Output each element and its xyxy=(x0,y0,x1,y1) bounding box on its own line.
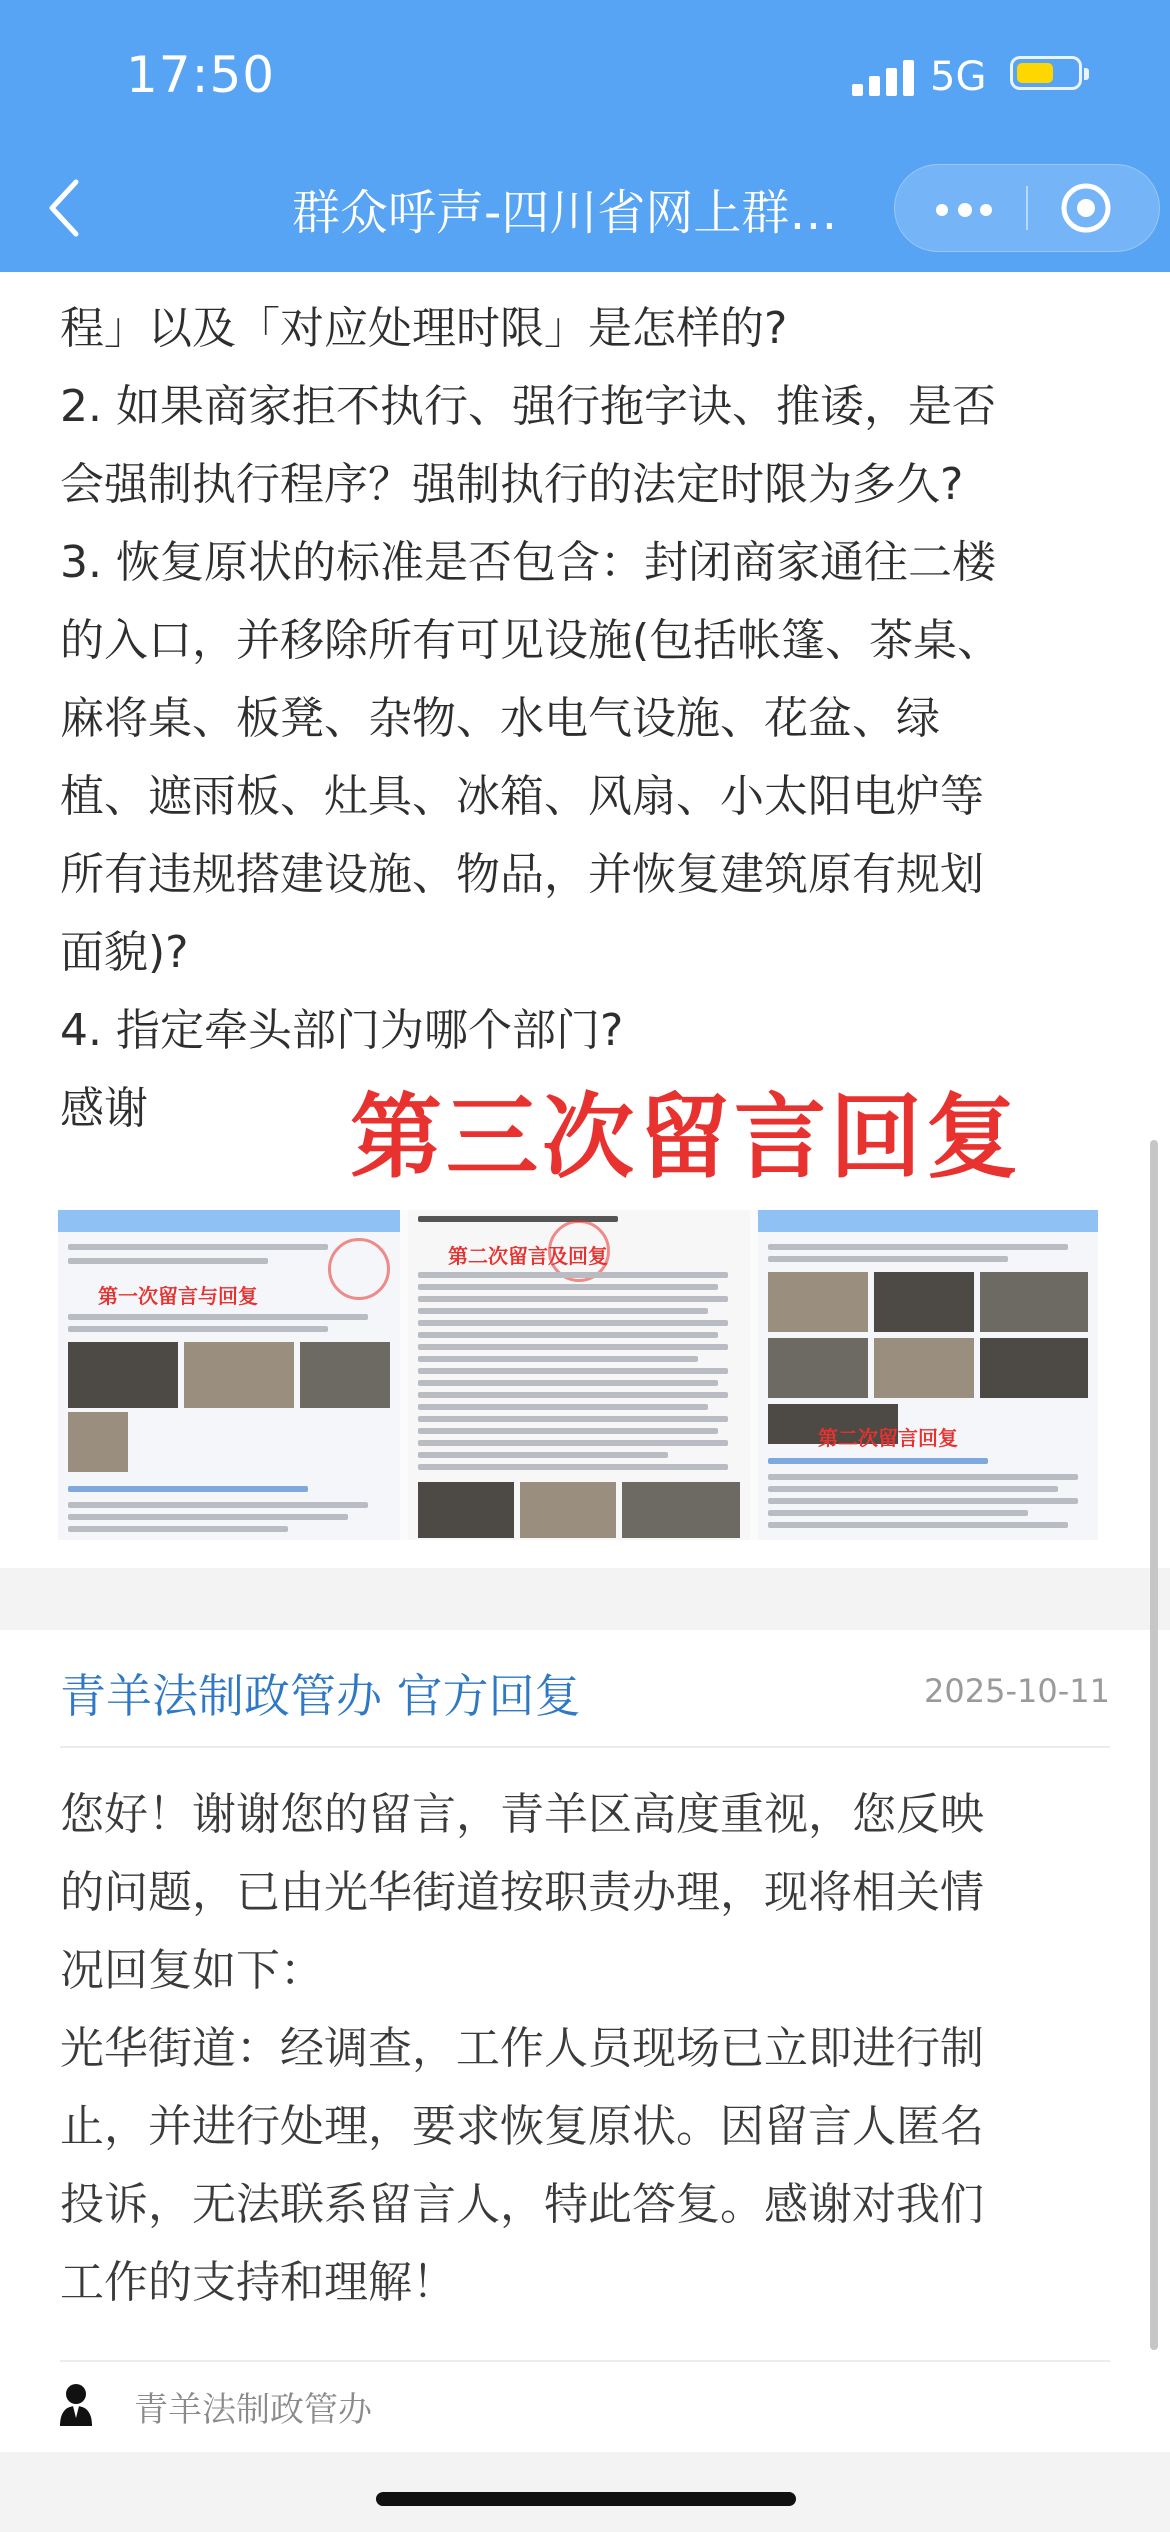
panel-title: 第一次留言与回复 xyxy=(98,1284,258,1308)
screenshot-panel-1 xyxy=(58,1210,400,1540)
miniprogram-capsule xyxy=(894,164,1160,252)
message-line: 3. 恢复原状的标准是否包含：封闭商家通往二楼 xyxy=(60,537,996,588)
home-indicator[interactable] xyxy=(376,2492,796,2506)
author-name: 青羊法制政管办 xyxy=(134,2390,372,2430)
message-line: 所有违规搭建设施、物品，并恢复建筑原有规划 xyxy=(60,849,984,900)
page-title: 群众呼声-四川省网上群… xyxy=(292,185,838,241)
message-line: 面貌)? xyxy=(60,927,189,978)
scrollbar[interactable] xyxy=(1150,1140,1158,2350)
panel-title: 第二次留言及回复 xyxy=(448,1244,608,1268)
attached-image[interactable] xyxy=(58,1210,1098,1540)
top-bar xyxy=(0,0,1170,272)
battery-icon xyxy=(1010,56,1082,90)
message-body xyxy=(60,290,1120,1148)
close-miniprogram-button[interactable] xyxy=(1056,178,1116,238)
message-line: 植、遮雨板、灶具、冰箱、风扇、小太阳电炉等 xyxy=(60,771,984,822)
status-time: 17:50 xyxy=(126,46,276,104)
reply-line: 的问题，已由光华街道按职责办理，现将相关情 xyxy=(60,1867,984,1918)
panel-title: 第二次留言回复 xyxy=(818,1426,958,1450)
back-button[interactable] xyxy=(44,176,84,240)
reply-body xyxy=(60,1776,1120,2322)
reply-line: 止，并进行处理，要求恢复原状。因留言人匿名 xyxy=(60,2101,984,2152)
message-line: 的入口，并移除所有可见设施(包括帐篷、茶桌、 xyxy=(60,615,1002,666)
divider xyxy=(60,1746,1110,1748)
message-line: 会强制执行程序？强制执行的法定时限为多久? xyxy=(60,459,964,510)
message-line: 2. 如果商家拒不执行、强行拖字诀、推诿，是否 xyxy=(60,381,996,432)
red-annotation: 第三次留言回复 xyxy=(350,1084,1023,1191)
target-circle-icon xyxy=(1056,178,1116,238)
message-line: 程」以及「对应处理时限」是怎样的? xyxy=(60,303,788,354)
reply-line: 投诉，无法联系留言人，特此答复。感谢对我们 xyxy=(60,2179,984,2230)
reply-line: 工作的支持和理解！ xyxy=(60,2257,456,2308)
more-dots-icon xyxy=(936,204,948,216)
chevron-left-icon xyxy=(44,176,84,240)
more-button[interactable] xyxy=(922,184,1006,232)
reply-line: 况回复如下： xyxy=(60,1945,324,1996)
network-type: 5G xyxy=(930,54,987,100)
signal-icon xyxy=(852,60,916,96)
message-line: 感谢 xyxy=(60,1083,148,1134)
reply-line: 您好！谢谢您的留言，青羊区高度重视，您反映 xyxy=(60,1789,984,1840)
reply-org-label: 青羊法制政管办 官方回复 xyxy=(60,1669,581,1723)
reply-date: 2025-10-11 xyxy=(924,1672,1110,1710)
divider xyxy=(60,2360,1110,2362)
section-separator xyxy=(0,1568,1170,1630)
message-line: 4. 指定牵头部门为哪个部门? xyxy=(60,1005,624,1056)
screenshot-panel-2 xyxy=(408,1210,750,1540)
user-avatar-icon xyxy=(58,2382,94,2426)
screenshot-panel-3 xyxy=(758,1210,1098,1540)
reply-line: 光华街道：经调查，工作人员现场已立即进行制 xyxy=(60,2023,984,2074)
message-line: 麻将桌、板凳、杂物、水电气设施、花盆、绿 xyxy=(60,693,940,744)
